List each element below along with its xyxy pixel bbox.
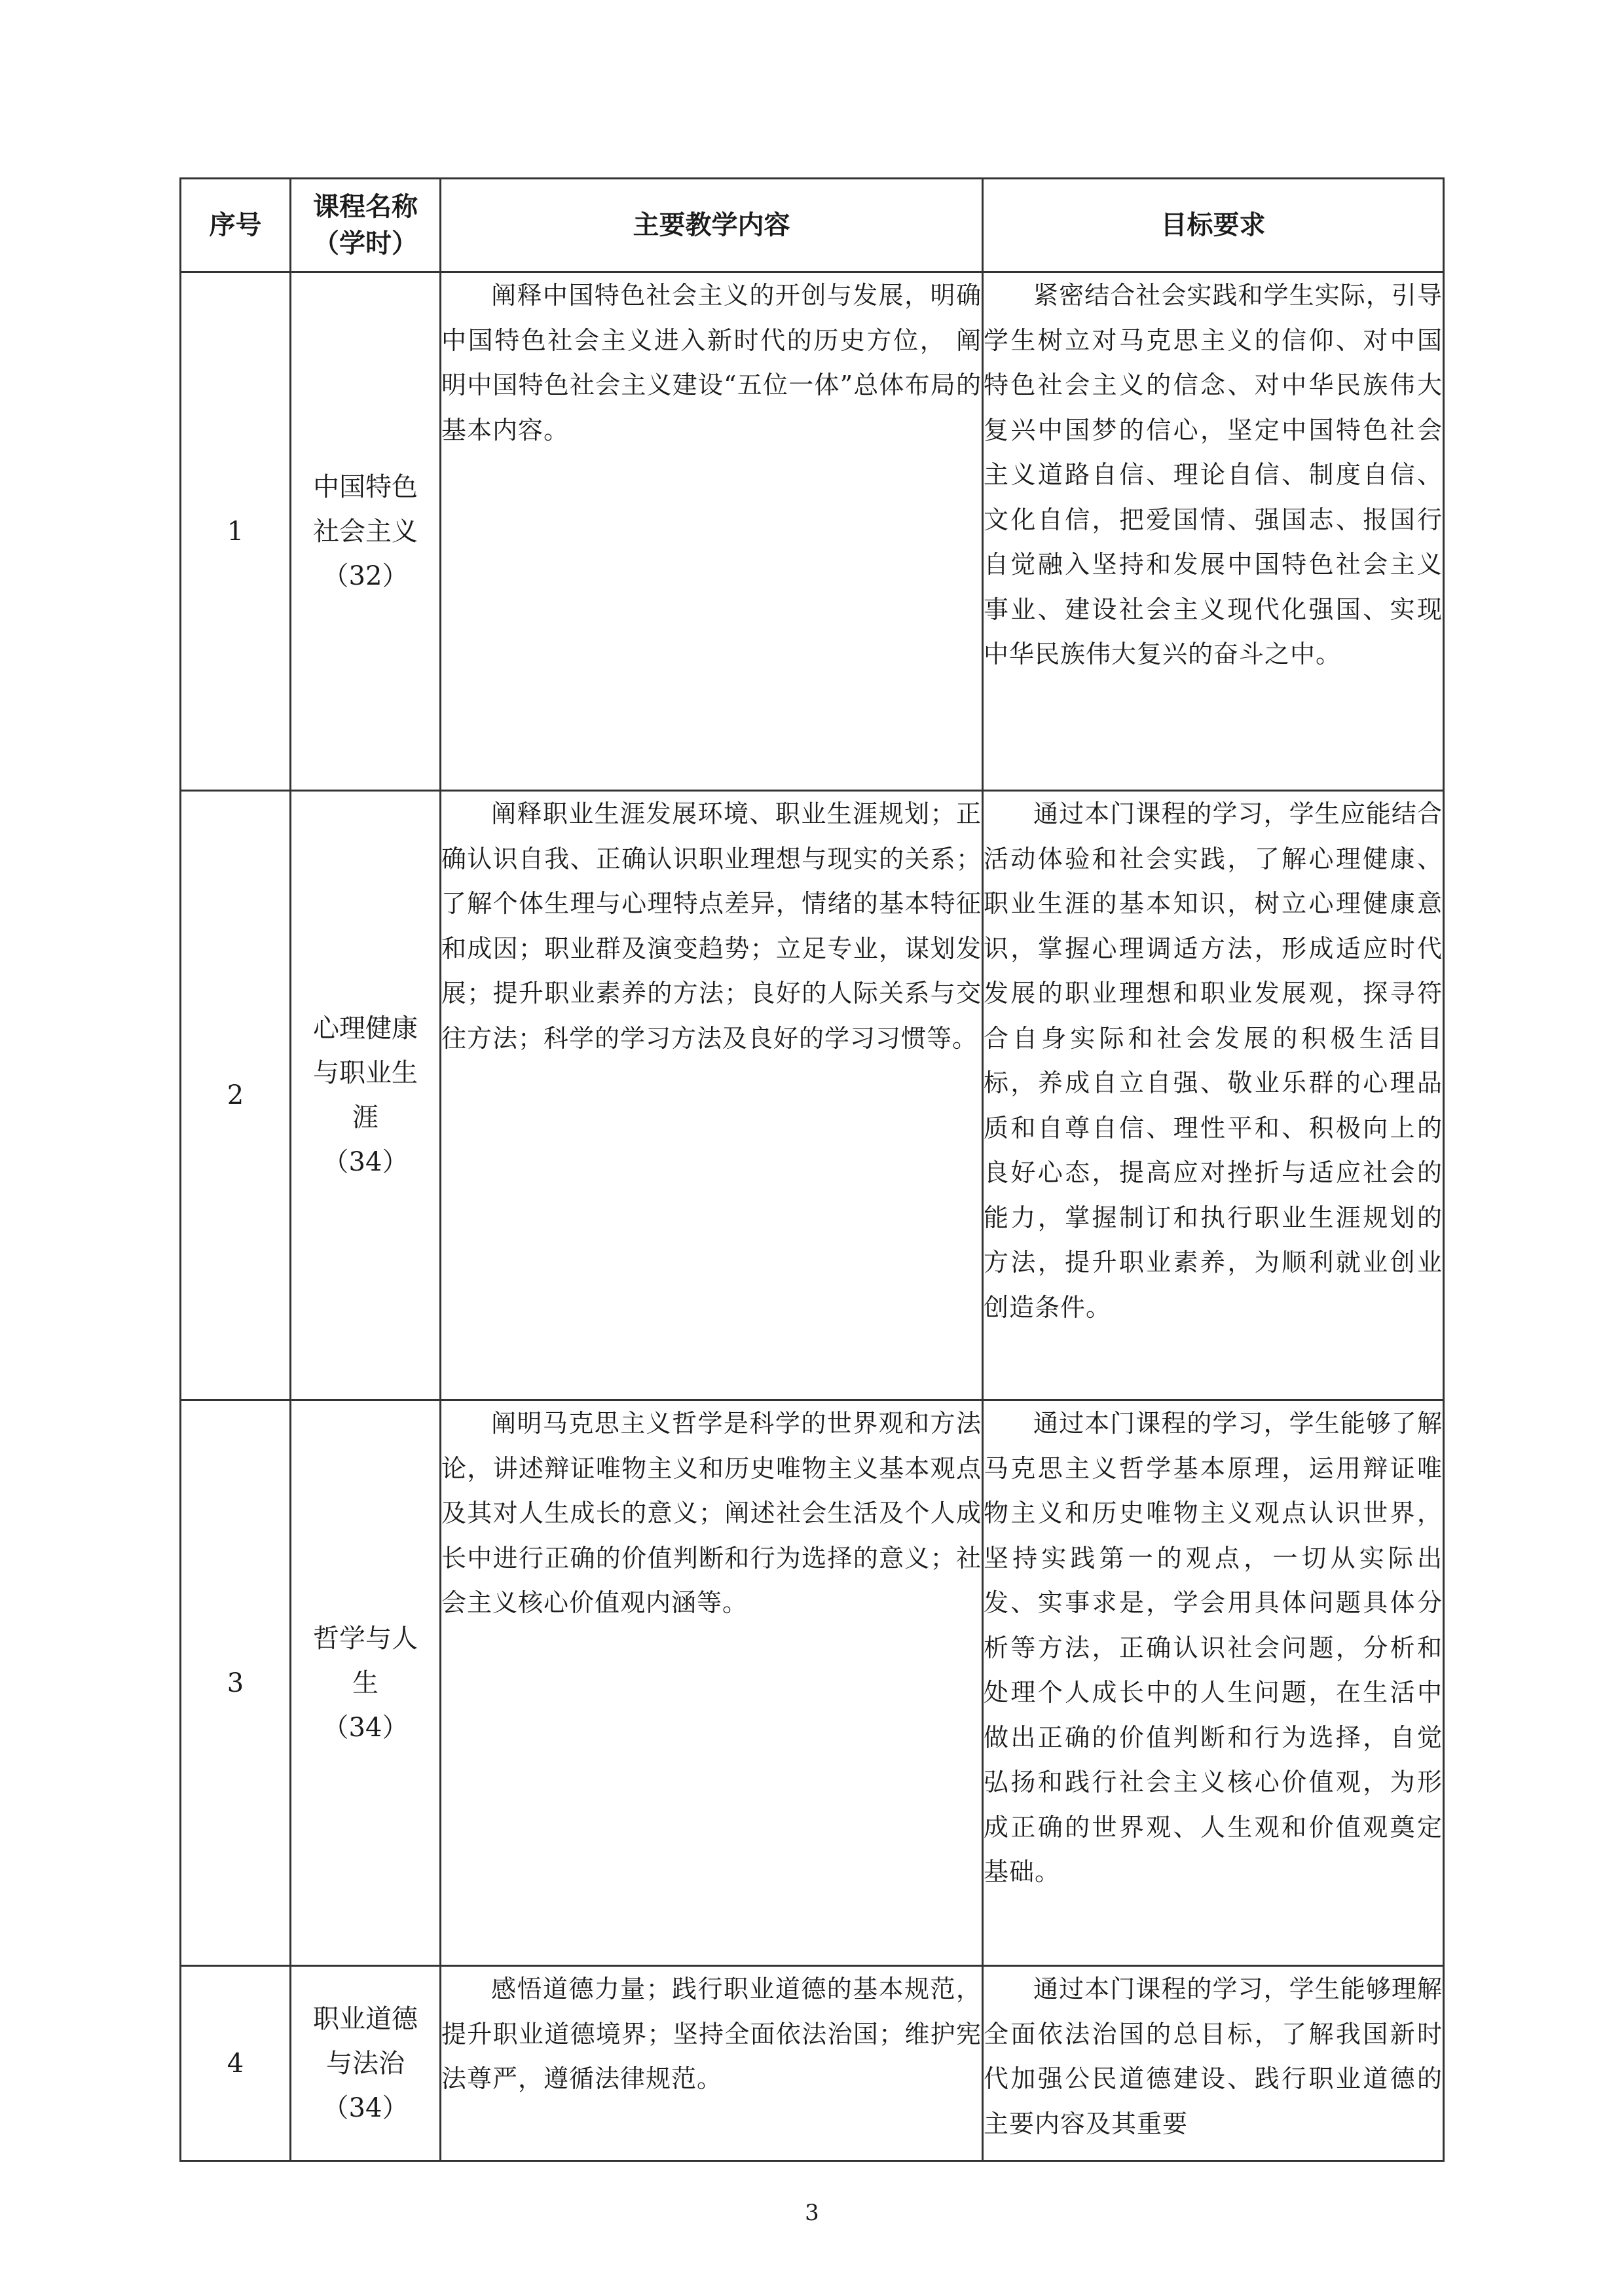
table-row: [181, 791, 1444, 1400]
curriculum-table: [179, 177, 1445, 2162]
table-row: [181, 272, 1444, 791]
course-hours: （34）: [322, 2092, 409, 2123]
row-number: 4: [181, 1966, 291, 2161]
goal-cell: [983, 791, 1444, 1400]
course-name-cell: [291, 1400, 441, 1966]
page-number: 3: [805, 2200, 819, 2226]
table-header-row: [181, 179, 1444, 272]
goal-cell: [983, 1966, 1444, 2161]
course-name-cell: [291, 1966, 441, 2161]
goal-cell: [983, 1400, 1444, 1966]
course-name: 心理健康与职业生涯: [313, 1013, 418, 1133]
header-content: 主要教学内容: [441, 179, 983, 272]
course-hours: （32）: [322, 560, 409, 591]
goal-text: 通过本门课程的学习，学生能够理解全面依法治国的总目标，了解我国新时代加强公民道德建设、践行职业道德的主要内容及其重要: [984, 1975, 1443, 2138]
row-number: 2: [181, 791, 291, 1400]
table-row: [181, 1400, 1444, 1966]
course-name: 职业道德与法治: [313, 2003, 418, 2079]
table-row: [181, 1966, 1444, 2161]
header-goal: 目标要求: [983, 179, 1444, 272]
course-hours: （34）: [322, 1147, 409, 1177]
content-text: 阐释中国特色社会主义的开创与发展，明确中国特色社会主义进入新时代的历史方位， 阐明中国特色社会主义建设“五位一体”总体布局的基本内容。: [441, 281, 982, 445]
content-cell: [441, 791, 983, 1400]
goal-text: 紧密结合社会实践和学生实际，引导学生树立对马克思主义的信仰、对中国特色社会主义的信念、对中华民族伟大复兴中国梦的信心，坚定中国特色社会主义道路自信、理论自信、制度自信、文化自信，把爱国情、强国志、报国行自觉融入坚持和发展中国特色社会主义事业、建设社会主义现代化强国、实现中华民族伟大复兴的奋斗之中。: [984, 281, 1443, 668]
content-cell: [441, 1400, 983, 1966]
header-course-name: 课程名称 （学时）: [291, 179, 441, 272]
course-hours: （34）: [322, 1712, 409, 1743]
goal-text: 通过本门课程的学习，学生应能结合活动体验和社会实践，了解心理健康、职业生涯的基本知识，树立心理健康意识，掌握心理调适方法，形成适应时代发展的职业理想和职业发展观，探寻符合自身实际和社会发展的积极生活目标，养成自立自强、敬业乐群的心理品质和自尊自信、理性平和、积极向上的良好心态，提高应对挫折与适应社会的能力，掌握制订和执行职业生涯规划的方法，提升职业素养，为顺利就业创业创造条件。: [984, 799, 1443, 1322]
course-name-cell: [291, 791, 441, 1400]
header-seq: 序号: [181, 179, 291, 272]
course-name: 哲学与人生: [313, 1623, 418, 1698]
goal-text: 通过本门课程的学习，学生能够了解马克思主义哲学基本原理，运用辩证唯物主义和历史唯物主义观点认识世界，坚持实践第一的观点，一切从实际出发、实事求是，学会用具体问题具体分析等方法，正确认识社会问题，分析和处理个人成长中的人生问题，在生活中做出正确的价值判断和行为选择，自觉弘扬和践行社会主义核心价值观，为形成正确的世界观、人生观和价值观奠定基础。: [984, 1409, 1443, 1886]
content-cell: [441, 272, 983, 791]
content-text: 感悟道德力量；践行职业道德的基本规范，提升职业道德境界；坚持全面依法治国；维护宪法尊严，遵循法律规范。: [441, 1975, 982, 2093]
content-text: 阐明马克思主义哲学是科学的世界观和方法论，讲述辩证唯物主义和历史唯物主义基本观点及其对人生成长的意义；阐述社会生活及个人成长中进行正确的价值判断和行为选择的意义；社会主义核心价值观内涵等。: [441, 1409, 982, 1617]
course-name: 中国特色社会主义: [313, 471, 418, 547]
content-text: 阐释职业生涯发展环境、职业生涯规划；正确认识自我、正确认识职业理想与现实的关系；了解个体生理与心理特点差异，情绪的基本特征和成因；职业群及演变趋势；立足专业，谋划发展；提升职业素养的方法；良好的人际关系与交往方法；科学的学习方法及良好的学习习惯等。: [441, 799, 982, 1053]
row-number: 1: [181, 272, 291, 791]
goal-cell: [983, 272, 1444, 791]
row-number: 3: [181, 1400, 291, 1966]
content-cell: [441, 1966, 983, 2161]
course-name-cell: [291, 272, 441, 791]
